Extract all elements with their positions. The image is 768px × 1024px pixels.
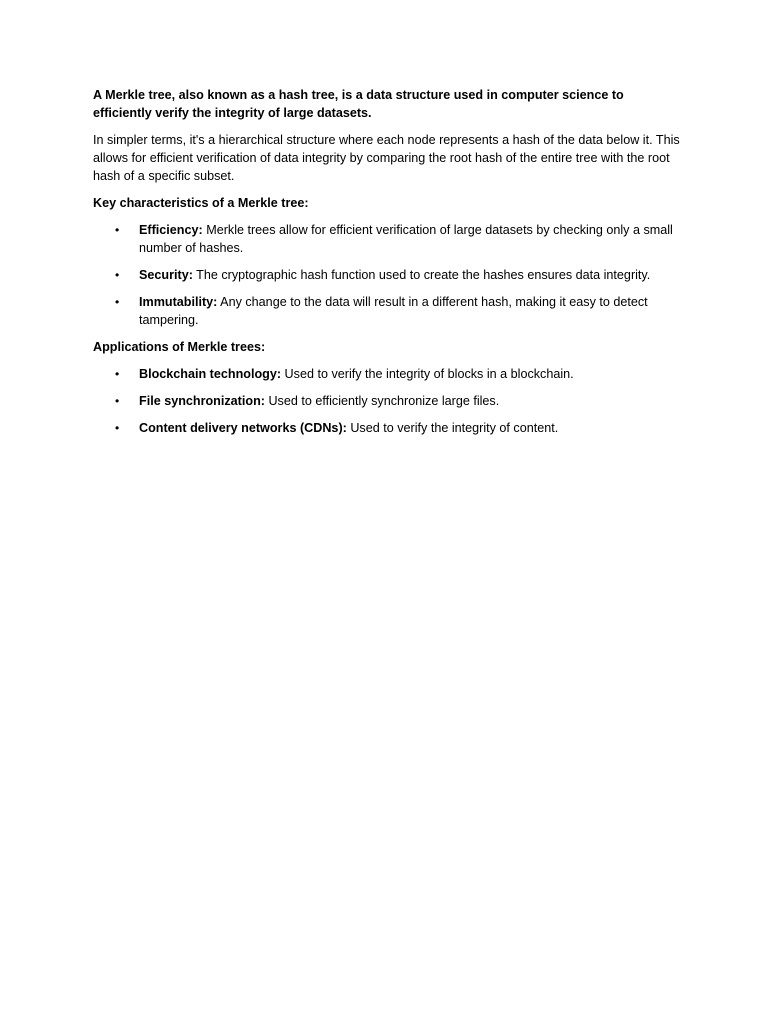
list-item-term: Immutability: bbox=[139, 295, 218, 309]
characteristics-list bbox=[93, 221, 683, 329]
list-item bbox=[93, 419, 683, 437]
document-page bbox=[93, 86, 683, 446]
bullet-icon: • bbox=[115, 421, 120, 435]
list-item bbox=[93, 266, 683, 284]
list-item-text: Merkle trees allow for efficient verification of large datasets by checking only a small number of hashes. bbox=[139, 223, 673, 255]
list-item bbox=[93, 392, 683, 410]
list-item bbox=[93, 293, 683, 329]
list-item-term: Blockchain technology: bbox=[139, 367, 282, 381]
intro-paragraph: A Merkle tree, also known as a hash tree, is a data structure used in computer science to efficiently verify the integrity of large datasets. bbox=[93, 88, 624, 120]
applications-heading: Applications of Merkle trees: bbox=[93, 340, 266, 354]
explanation-paragraph: In simpler terms, it's a hierarchical structure where each node represents a hash of the data below it. This allows for efficient verification of data integrity by comparing the root hash of the entire tree with the root hash of a specific subset. bbox=[93, 133, 680, 183]
list-item-term: File synchronization: bbox=[139, 394, 265, 408]
list-item-term: Efficiency: bbox=[139, 223, 203, 237]
list-item-text: Used to efficiently synchronize large files. bbox=[264, 394, 500, 408]
list-item-term: Security: bbox=[139, 268, 193, 282]
characteristics-heading: Key characteristics of a Merkle tree: bbox=[93, 196, 309, 210]
bullet-icon: • bbox=[115, 367, 120, 381]
applications-list bbox=[93, 365, 683, 437]
list-item-text: The cryptographic hash function used to create the hashes ensures data integrity. bbox=[192, 268, 651, 282]
bullet-icon: • bbox=[115, 295, 120, 309]
bullet-icon: • bbox=[115, 223, 120, 237]
list-item-text: Used to verify the integrity of content. bbox=[346, 421, 559, 435]
list-item bbox=[93, 365, 683, 383]
list-item-term: Content delivery networks (CDNs): bbox=[139, 421, 347, 435]
bullet-icon: • bbox=[115, 268, 120, 282]
bullet-icon: • bbox=[115, 394, 120, 408]
list-item-text: Any change to the data will result in a different hash, making it easy to detect tampering. bbox=[139, 295, 648, 327]
list-item-text: Used to verify the integrity of blocks in a blockchain. bbox=[281, 367, 574, 381]
list-item bbox=[93, 221, 683, 257]
